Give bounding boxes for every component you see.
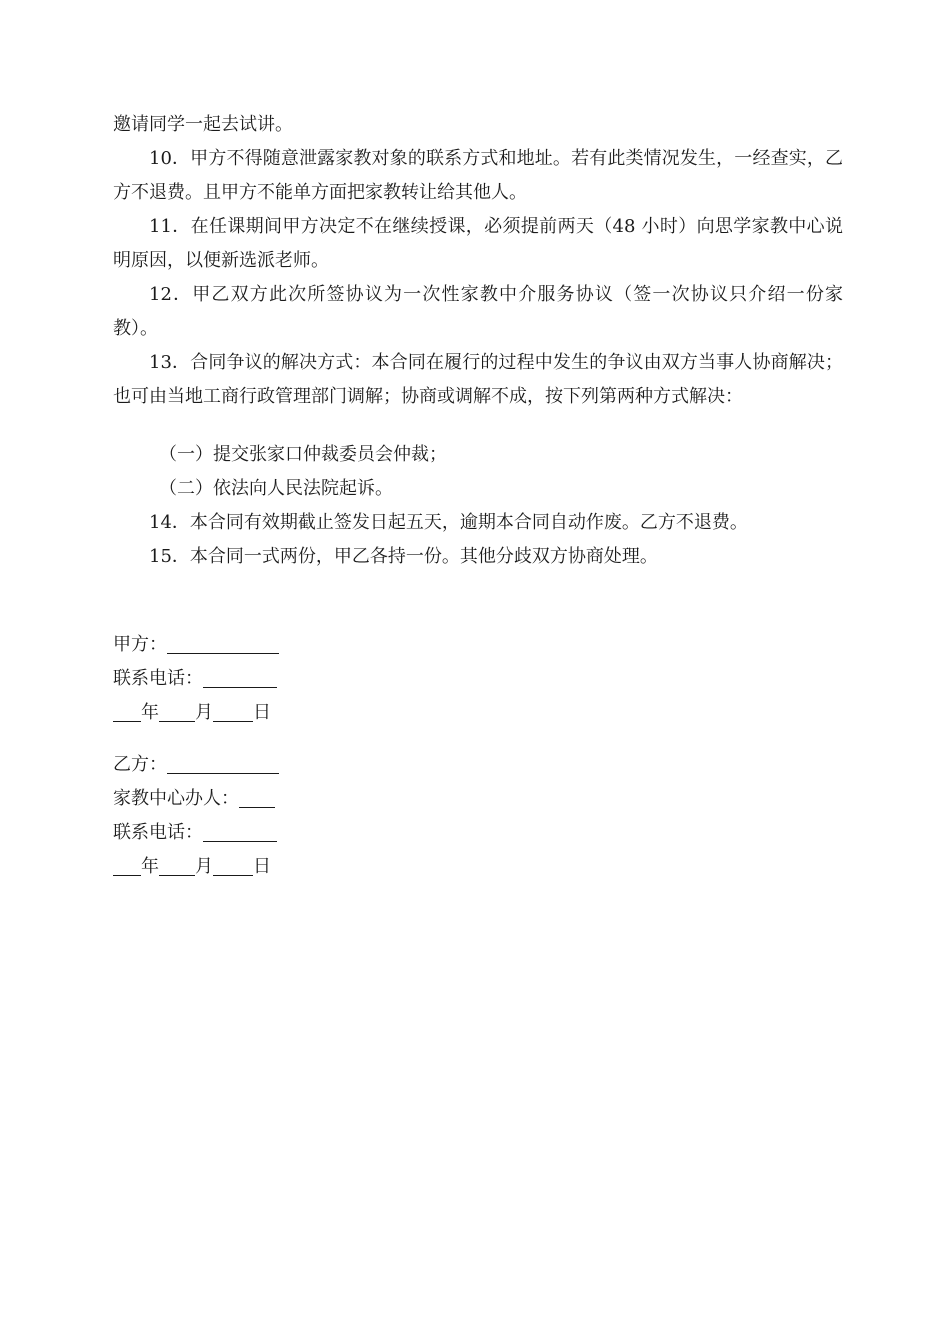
spacer [113, 730, 843, 748]
clause-11: 11．在任课期间甲方决定不在继续授课，必须提前两天（48 小时）向思学家教中心说明原因，以便新选派老师。 [113, 216, 843, 271]
party-b-signature-block [113, 748, 843, 884]
paragraph-continuation: 邀请同学一起去试讲。 [113, 114, 293, 135]
party-a-name-label: 甲方： [113, 634, 167, 655]
party-b-phone-blank [203, 821, 277, 842]
year-label: 年 [141, 702, 159, 723]
year-blank [113, 855, 141, 876]
party-b-phone-line [113, 816, 843, 850]
clause-13: 13．合同争议的解决方式：本合同在履行的过程中发生的争议由双方当事人协商解决；也可由当地工商行政管理部门调解；协商或调解不成，按下列第两种方式解决： [113, 352, 843, 407]
party-b-name-blank [167, 753, 279, 774]
party-a-phone-line [113, 662, 843, 696]
day-label: 日 [253, 856, 271, 877]
day-blank [213, 855, 253, 876]
party-b-name-line [113, 748, 843, 782]
month-label: 月 [195, 856, 213, 877]
document-page [113, 108, 843, 884]
party-a-name-blank [167, 633, 279, 654]
spacer [113, 414, 843, 438]
month-blank [159, 855, 195, 876]
party-b-agent-blank [239, 787, 275, 808]
party-b-date-line [113, 850, 843, 884]
day-label: 日 [253, 702, 271, 723]
clause-15: 15．本合同一式两份，甲乙各持一份。其他分歧双方协商处理。 [149, 546, 658, 567]
clause-10: 10．甲方不得随意泄露家教对象的联系方式和地址。若有此类情况发生，一经查实，乙方不退费。且甲方不能单方面把家教转让给其他人。 [113, 148, 843, 203]
party-a-signature-block [113, 628, 843, 730]
party-b-name-label: 乙方： [113, 754, 167, 775]
clause-13-option-2: （二）依法向人民法院起诉。 [159, 478, 393, 499]
month-blank [159, 701, 195, 722]
party-b-agent-line [113, 782, 843, 816]
party-a-phone-blank [203, 667, 277, 688]
year-blank [113, 701, 141, 722]
clause-14: 14．本合同有效期截止签发日起五天，逾期本合同自动作废。乙方不退费。 [149, 512, 748, 533]
party-a-phone-label: 联系电话： [113, 668, 203, 689]
clause-12: 12．甲乙双方此次所签协议为一次性家教中介服务协议（签一次协议只介绍一份家教）。 [113, 284, 843, 339]
clause-13-option-1: （一）提交张家口仲裁委员会仲裁； [159, 444, 447, 465]
party-a-date-line [113, 696, 843, 730]
spacer [113, 574, 843, 628]
party-a-name-line [113, 628, 843, 662]
party-b-phone-label: 联系电话： [113, 822, 203, 843]
year-label: 年 [141, 856, 159, 877]
party-b-agent-label: 家教中心办人： [113, 788, 239, 809]
day-blank [213, 701, 253, 722]
month-label: 月 [195, 702, 213, 723]
